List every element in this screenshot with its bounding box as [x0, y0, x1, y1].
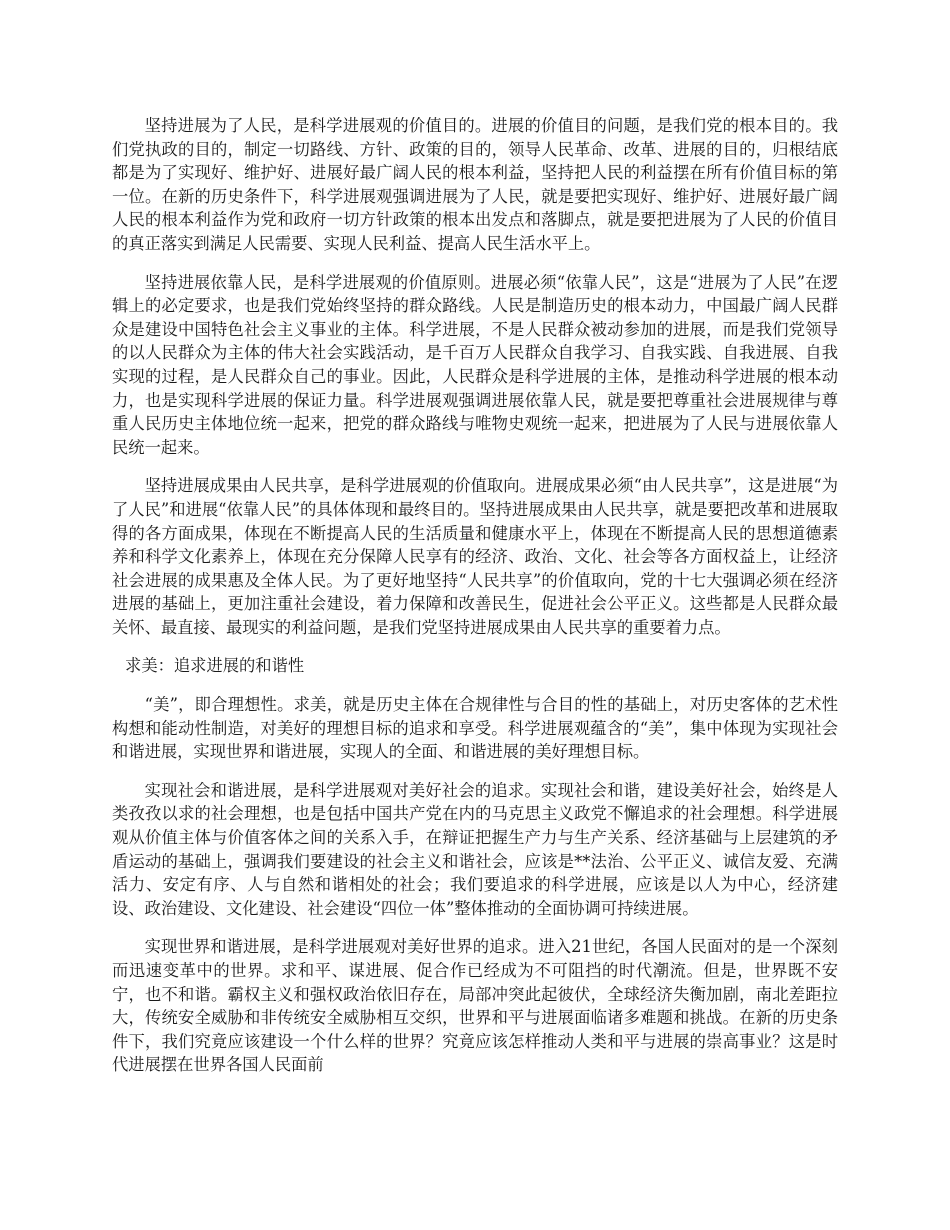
paragraph: 实现社会和谐进展，是科学进展观对美好社会的追求。实现社会和谐，建设美好社会，始终是人类孜孜以求的社会理想，也是包括中国共产党在内的马克思主义政党不懈追求的社会理想。科学进展观从价值主体与价值客体之间的关系入手，在辩证把握生产力与生产关系、经济基础与上层建筑的矛盾运动的基础上，强调我们要建设的社会主义和谐社会，应该是**法治、公平正义、诚信友爱、充满活力、安定有序、人与自然和谐相处的社会；我们要追求的科学进展，应该是以人为中心，经济建设、政治建设、文化建设、社会建设“四位一体”整体推动的全面协调可持续进展。	[112, 780, 838, 918]
document-body	[112, 114, 838, 1092]
section-heading: 求美：追求进展的和谐性	[125, 656, 305, 676]
paragraph: 实现世界和谐进展，是科学进展观对美好世界的追求。进入21世纪，各国人民面对的是一个深刻而迅速变革中的世界。求和平、谋进展、促合作已经成为不可阻挡的时代潮流。但是，世界既不安宁，也不和谐。霸权主义和强权政治依旧存在，局部冲突此起彼伏，全球经济失衡加剧，南北差距拉大，传统安全威胁和非传统安全威胁相互交织，世界和平与进展面临诸多难题和挑战。在新的历史条件下，我们究竟应该建设一个什么样的世界？究竟应该怎样推动人类和平与进展的崇高事业？这是时代进展摆在世界各国人民面前	[112, 937, 838, 1075]
paragraph: 坚持进展成果由人民共享，是科学进展观的价值取向。进展成果必须“由人民共享”，这是进展“为了人民”和进展“依靠人民”的具体体现和最终目的。坚持进展成果由人民共享，就是要把改革和进展取得的各方面成果，体现在不断提高人民的生活质量和健康水平上，体现在不断提高人民的思想道德素养和科学文化素养上，体现在充分保障人民享有的经济、政治、文化、社会等各方面权益上，让经济社会进展的成果惠及全体人民。为了更好地坚持“人民共享”的价值取向，党的十七大强调必须在经济进展的基础上，更加注重社会建设，着力保障和改善民生，促进社会公平正义。这些都是人民群众最关怀、最直接、最现实的利益问题，是我们党坚持进展成果由人民共享的重要着力点。	[112, 476, 838, 637]
paragraph: 坚持进展依靠人民，是科学进展观的价值原则。进展必须“依靠人民”，这是“进展为了人民”在逻辑上的必定要求，也是我们党始终坚持的群众路线。人民是制造历史的根本动力，中国最广阔人民群众是建设中国特色社会主义事业的主体。科学进展，不是人民群众被动参加的进展，而是我们党领导的以人民群众为主体的伟大社会实践活动，是千百万人民群众自我学习、自我实践、自我进展、自我实现的过程，是人民群众自己的事业。因此，人民群众是科学进展的主体，是推动科学进展的根本动力，也是实现科学进展的保证力量。科学进展观强调进展依靠人民，就是要把尊重社会进展规律与尊重人民历史主体地位统一起来，把党的群众路线与唯物史观统一起来，把进展为了人民与进展依靠人民统一起来。	[112, 272, 838, 457]
paragraph: “美”，即合理想性。求美，就是历史主体在合规律性与合目的性的基础上，对历史客体的艺术性构想和能动性制造，对美好的理想目标的追求和享受。科学进展观蕴含的“美”，集中体现为实现社会和谐进展，实现世界和谐进展，实现人的全面、和谐进展的美好理想目标。	[112, 695, 838, 762]
paragraph: 坚持进展为了人民，是科学进展观的价值目的。进展的价值目的问题，是我们党的根本目的。我们党执政的目的，制定一切路线、方针、政策的目的，领导人民革命、改革、进展的目的，归根结底都是为了实现好、维护好、进展好最广阔人民的根本利益，坚持把人民的利益摆在所有价值目标的第一位。在新的历史条件下，科学进展观强调进展为了人民，就是要把实现好、维护好、进展好最广阔人民的根本利益作为党和政府一切方针政策的根本出发点和落脚点，就是要把进展为了人民的价值目的真正落实到满足人民需要、实现人民利益、提高人民生活水平上。	[112, 116, 838, 253]
